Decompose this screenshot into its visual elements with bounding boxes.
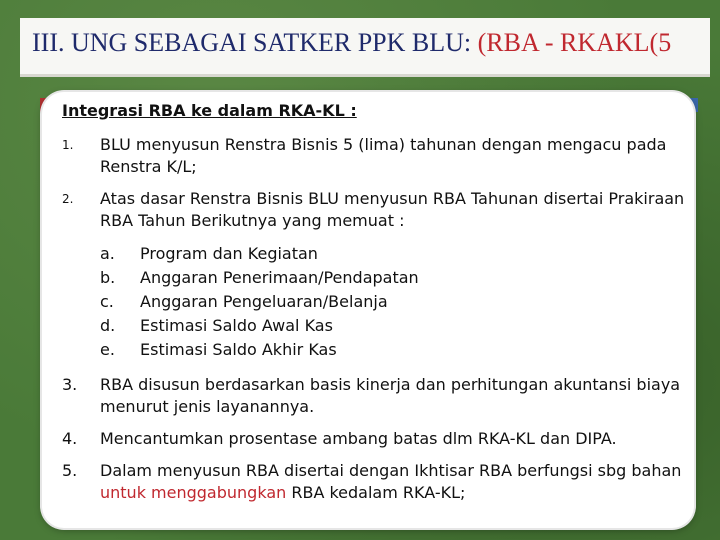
list-item-1: [62, 134, 692, 178]
sublist: [100, 242, 692, 362]
sublist-text: Program dan Kegiatan: [140, 244, 318, 263]
sublist-letter: e.: [100, 340, 115, 359]
sublist-item-a: [100, 242, 692, 266]
list-number: 2.: [62, 192, 74, 206]
list-text: [100, 460, 692, 504]
sublist-item-c: [100, 290, 692, 314]
sublist-item-d: [100, 314, 692, 338]
list-text-post: RBA kedalam RKA-KL;: [286, 483, 466, 502]
list-text: BLU menyusun Renstra Bisnis 5 (lima) tahunan dengan mengacu pada Renstra K/L;: [100, 135, 667, 176]
sublist-letter: b.: [100, 268, 116, 287]
content-area: [62, 100, 692, 514]
title-main: III. UNG SEBAGAI SATKER PPK BLU:: [32, 28, 478, 57]
section-heading: Integrasi RBA ke dalam RKA-KL :: [62, 101, 357, 120]
sublist-letter: a.: [100, 244, 115, 263]
list-text-pre: Dalam menyusun RBA disertai dengan Ikhtisar RBA berfungsi sbg bahan: [100, 461, 682, 480]
sublist-item-b: [100, 266, 692, 290]
list-text: RBA disusun berdasarkan basis kinerja dan perhitungan akuntansi biaya menurut jenis layanannya.: [100, 375, 681, 416]
sublist-item-e: [100, 338, 692, 362]
list-number: 5.: [62, 461, 78, 480]
sublist-text: Anggaran Pengeluaran/Belanja: [140, 292, 388, 311]
list-number: 4.: [62, 429, 78, 448]
slide-title: [32, 28, 671, 58]
list-number: 3.: [62, 375, 78, 394]
sublist-text: Estimasi Saldo Awal Kas: [140, 316, 333, 335]
list-item-3: [62, 374, 692, 418]
sublist-letter: d.: [100, 316, 116, 335]
sublist-text: Anggaran Penerimaan/Pendapatan: [140, 268, 419, 287]
title-underline: [20, 74, 710, 77]
list-item-5: [62, 460, 692, 504]
list-item-4: [62, 428, 692, 450]
sublist-letter: c.: [100, 292, 114, 311]
list-text: Atas dasar Renstra Bisnis BLU menyusun RBA Tahunan disertai Prakiraan RBA Tahun Berikutnya yang memuat :: [100, 189, 685, 230]
sublist-text: Estimasi Saldo Akhir Kas: [140, 340, 337, 359]
list-text-highlight: untuk menggabungkan: [100, 483, 287, 502]
list-number: 1.: [62, 138, 74, 152]
list-item-2: [62, 188, 692, 232]
title-highlight: (RBA - RKAKL(5: [477, 28, 672, 57]
list-text: Mencantumkan prosentase ambang batas dlm RKA-KL dan DIPA.: [100, 429, 617, 448]
